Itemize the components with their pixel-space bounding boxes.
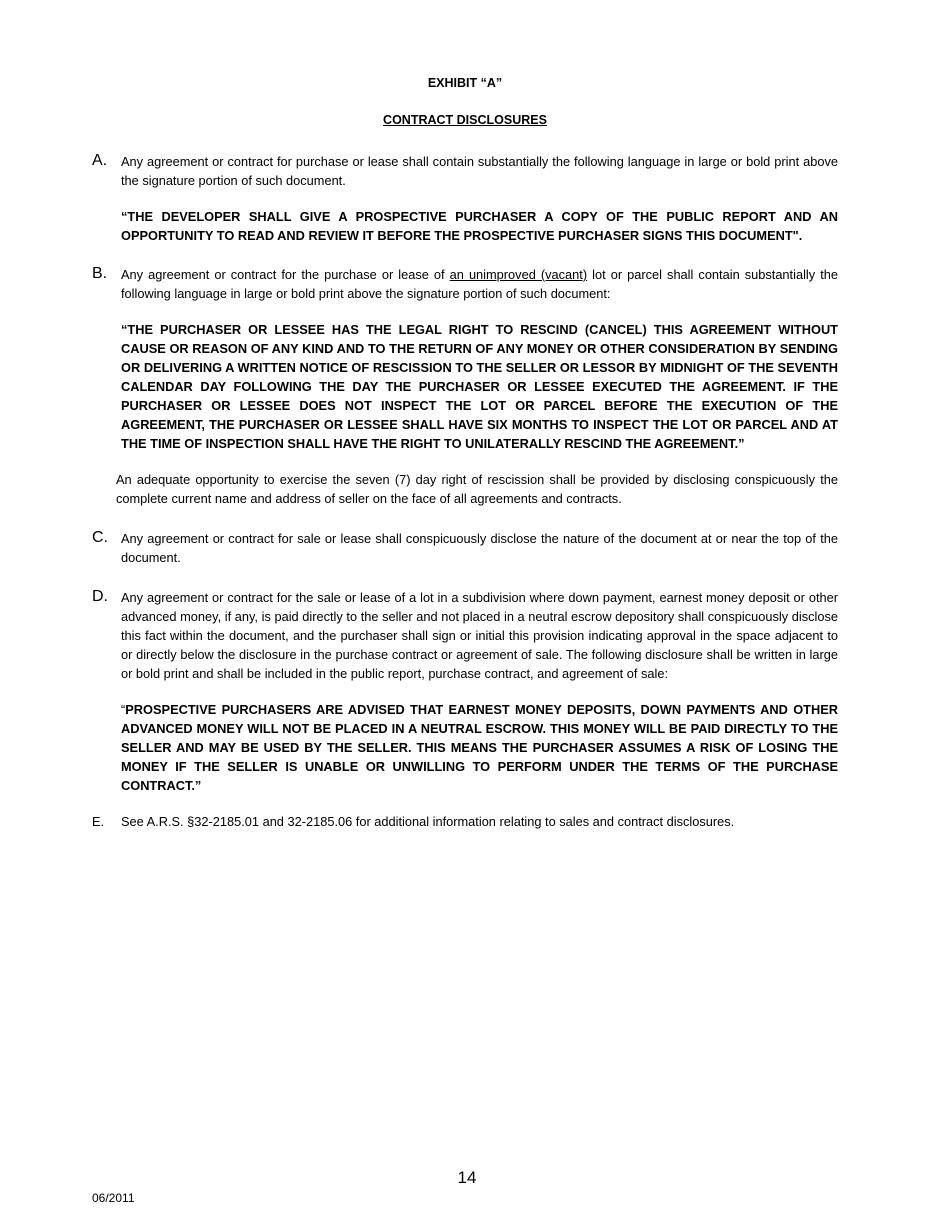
section-letter: A. <box>92 152 108 169</box>
disclosure-text <box>121 700 838 795</box>
section-letter: E. <box>92 814 105 829</box>
section-text: See A.R.S. §32-2185.01 and 32-2185.06 for additional information relating to sales and contract disclosures. <box>121 814 735 829</box>
revision-date: 06/2011 <box>92 1191 135 1205</box>
page-number: 14 <box>457 1168 477 1187</box>
page-title: CONTRACT DISCLOSURES <box>383 113 547 127</box>
disclosure-body: PROSPECTIVE PURCHASERS ARE ADVISED THAT EARNEST MONEY DEPOSITS, DOWN PAYMENTS AND OTHER ADVANCED MONEY WILL NOT BE PLACED IN A NEUTRAL ESCROW. THIS MONEY WILL BE PAID DIRECTLY TO THE SELLER AND MAY BE USED BY THE SELLER. THIS MEANS THE PURCHASER ASSUMES A RISK OF LOSING THE MONEY IF THE SELLER IS UNABLE OR UNWILLING TO PERFORM UNDER THE TERMS OF THE PURCHASE CONTRACT.” <box>121 702 838 793</box>
section-b <box>92 265 838 453</box>
section-e <box>92 812 838 831</box>
section-text: Any agreement or contract for sale or lease shall conspicuously disclose the nature of the document at or near the top of the document. <box>121 531 838 565</box>
section-text-part: lot or parcel shall contain substantially the following language in large or bold print above the signature portion of such document: <box>121 267 838 301</box>
opening-quote: “ <box>121 702 126 717</box>
section-c <box>92 529 838 567</box>
disclosure-text: “THE PURCHASER OR LESSEE HAS THE LEGAL RIGHT TO RESCIND (CANCEL) THIS AGREEMENT WITHOUT CAUSE OR REASON OF ANY KIND AND TO THE RETURN OF ANY MONEY OR OTHER CONSIDERATION BY SENDING OR DELIVERING A WRITTEN NOTICE OF RESCISSION TO THE SELLER OR LESSOR BY MIDNIGHT OF THE SEVENTH CALENDAR DAY FOLLOWING THE DAY THE PURCHASER OR LESSEE EXECUTED THE AGREEMENT. IF THE PURCHASER OR LESSEE DOES NOT INSPECT THE LOT OR PARCEL BEFORE THE EXECUTION OF THE AGREEMENT, THE PURCHASER OR LESSEE SHALL HAVE SIX MONTHS TO INSPECT THE LOT OR PARCEL AND AT THE TIME OF INSPECTION SHALL HAVE THE RIGHT TO UNILATERALLY RESCIND THE AGREEMENT.” <box>121 322 838 451</box>
disclosure-text: “THE DEVELOPER SHALL GIVE A PROSPECTIVE PURCHASER A COPY OF THE PUBLIC REPORT AND AN OPPORTUNITY TO READ AND REVIEW IT BEFORE THE PROSPECTIVE PURCHASER SIGNS THIS DOCUMENT". <box>121 209 838 243</box>
section-text: Any agreement or contract for purchase or lease shall contain substantially the following language in large or bold print above the signature portion of such document. <box>121 154 838 188</box>
section-letter: C. <box>92 529 108 546</box>
section-letter: D. <box>92 588 108 605</box>
section-letter: B. <box>92 265 108 282</box>
exhibit-heading: EXHIBIT “A” <box>427 76 503 90</box>
section-d <box>92 588 838 795</box>
underlined-phrase: an unimproved (vacant) <box>449 267 588 282</box>
section-text: Any agreement or contract for the sale or lease of a lot in a subdivision where down payment, earnest money deposit or other advanced money, if any, is paid directly to the seller and not placed in a neutral escrow depository shall conspicuously disclose this fact within the document, and the purchaser shall sign or initial this provision indicating approval in the space adjacent to or directly below the disclosure in the purchase contract or agreement of sale. The following disclosure shall be written in large or bold print and shall be included in the public report, purchase contract, and agreement of sale: <box>121 590 838 681</box>
document-body <box>92 152 838 831</box>
section-text-part: Any agreement or contract for the purchase or lease of <box>121 267 450 282</box>
rescission-note: An adequate opportunity to exercise the seven (7) day right of rescission shall be provided by disclosing conspicuously the complete current name and address of seller on the face of all agreements and contracts. <box>116 472 838 506</box>
section-text <box>121 265 838 303</box>
section-a <box>92 152 838 245</box>
